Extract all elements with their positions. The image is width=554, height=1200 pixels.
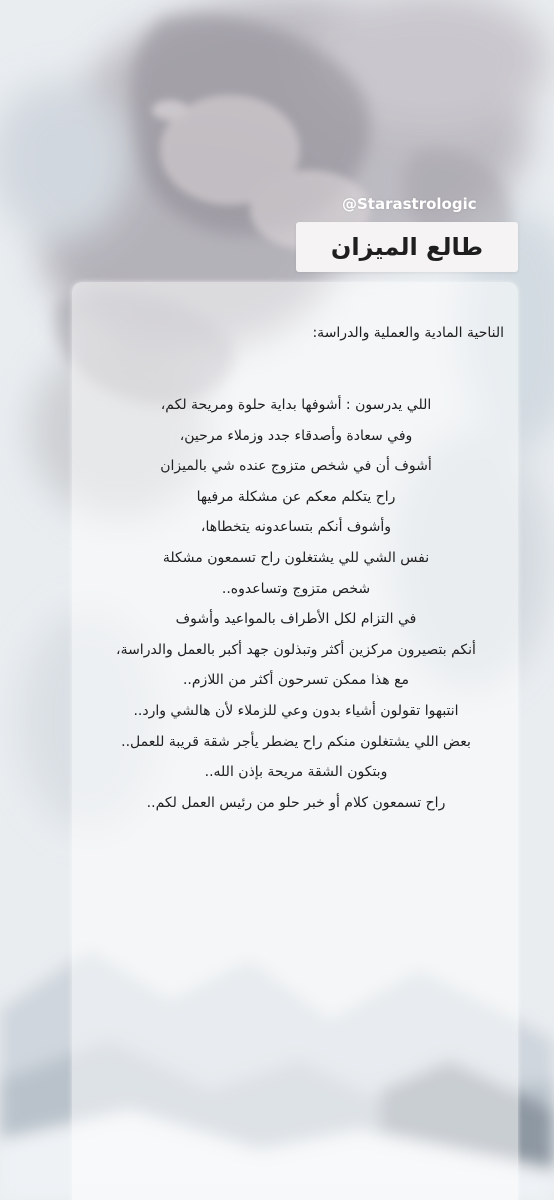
text-line: في التزام لكل الأطراف بالمواعيد وأشوف: [175, 611, 417, 628]
spacer: [86, 348, 506, 390]
text-lines: [86, 390, 506, 818]
text-line: شخص متزوج وتساعدوه..: [221, 580, 371, 597]
text-line: أنكم بتصيرون مركزين أكثر وتبذلون جهد أكبر بالعمل والدراسة،: [116, 641, 476, 658]
text-line: راح تسمعون كلام أو خبر حلو من رئيس العمل لكم..: [146, 794, 446, 811]
content-body: [86, 318, 506, 818]
text-line: وأشوف أنكم بتساعدونه يتخطاها،: [200, 519, 392, 536]
title-banner: [296, 222, 518, 272]
text-line: انتبهوا تقولون أشياء بدون وعي للزملاء لأن هالشي وارد..: [133, 702, 459, 719]
text-line: بعض اللي يشتغلون منكم راح يضطر يأجر شقة قريبة للعمل..: [121, 733, 471, 750]
text-line: أشوف أن في شخص متزوج عنده شي بالميزان: [160, 458, 432, 475]
text-line: وبتكون الشقة مريحة بإذن الله..: [204, 764, 388, 781]
text-line: اللي يدرسون : أشوفها بداية حلوة ومريحة لكم،: [160, 397, 432, 413]
page-title: طالع الميزان: [330, 233, 484, 261]
text-line: مع هذا ممكن تسرحون أكثر من اللازم..: [182, 672, 410, 689]
section-heading: الناحية المادية والعملية والدراسة:: [312, 325, 504, 341]
account-handle: @Starastrologic: [342, 195, 477, 213]
text-line: راح يتكلم معكم عن مشكلة مرفيها: [196, 488, 396, 505]
text-line: وفي سعادة وأصدقاء جدد وزملاء مرحين،: [179, 427, 413, 444]
text-line: نفس الشي للي يشتغلون راح تسمعون مشكلة: [162, 549, 430, 566]
